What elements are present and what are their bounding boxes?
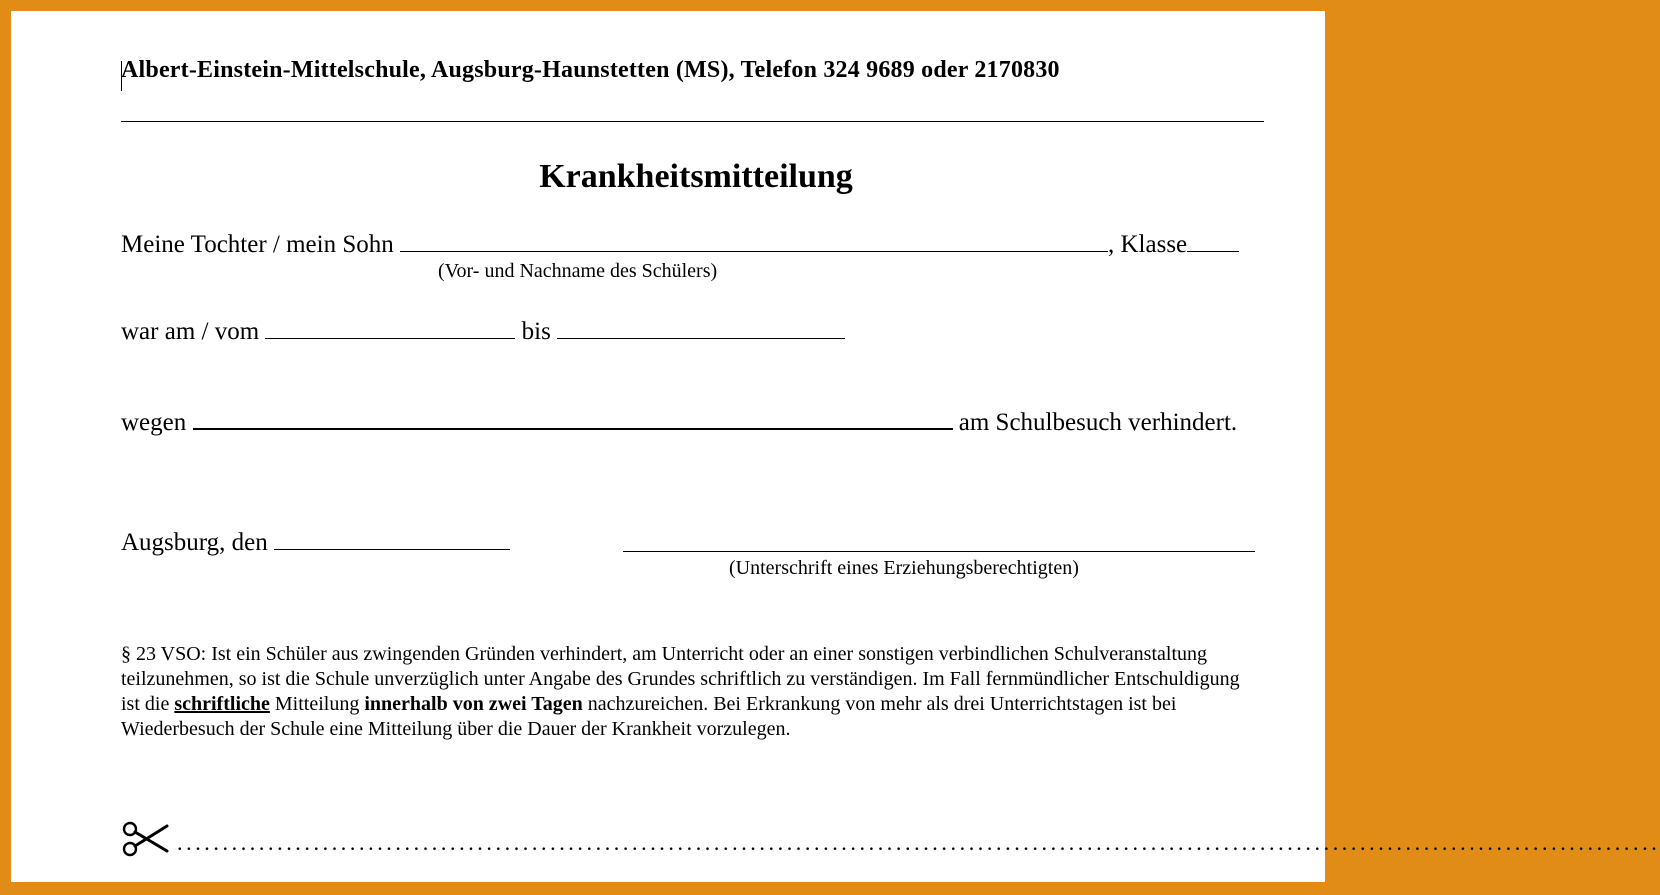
- legal-notice: [121, 642, 1251, 742]
- page-title: Krankheitsmitteilung: [539, 158, 853, 195]
- date-range-row: [121, 316, 845, 346]
- place-date-row: [121, 527, 510, 557]
- reason-suffix: am Schulbesuch verhindert.: [958, 409, 1238, 436]
- reason-label: wegen: [121, 409, 187, 436]
- form-sheet: [11, 11, 1660, 882]
- reason-row: [121, 406, 1237, 437]
- date-from-field[interactable]: [265, 316, 515, 339]
- scissors-icon: [121, 821, 169, 862]
- student-name-field[interactable]: [400, 229, 1108, 252]
- student-row: [121, 229, 1239, 259]
- date-to-label: bis: [521, 318, 551, 345]
- date-from-label: war am / vom: [121, 318, 260, 345]
- school-header: Albert-Einstein-Mittelschule, Augsburg-Haunstetten (MS), Telefon 324 9689 oder 2170830: [121, 57, 1060, 83]
- place-date-field[interactable]: [274, 527, 510, 550]
- legal-emphasis-schriftlich: schriftliche: [174, 693, 270, 715]
- student-name-hint: (Vor- und Nachname des Schülers): [438, 260, 718, 282]
- legal-emphasis-deadline: innerhalb von zwei Tagen: [364, 693, 583, 715]
- student-label: Meine Tochter / mein Sohn: [121, 231, 394, 258]
- klasse-field[interactable]: [1187, 229, 1239, 252]
- legal-text-part3: nachzureichen. Bei Erkrankung von mehr als drei Unterrichtstagen ist bei Wiederbesuch der Schule eine Mitteilung über die Dauer der Krankheit vorzulegen.: [121, 693, 1177, 740]
- date-to-field[interactable]: [557, 316, 845, 339]
- reason-field[interactable]: [193, 406, 953, 430]
- cut-line: ...................................................................................................................................................................: [177, 830, 1660, 855]
- place-date-label: Augsburg, den: [121, 529, 268, 556]
- signature-field[interactable]: [623, 529, 1255, 552]
- header-divider: [121, 121, 1264, 122]
- legal-text-part2: Mitteilung: [269, 693, 365, 715]
- legal-text-part1: § 23 VSO: Ist ein Schüler aus zwingenden Gründen verhindert, am Unterricht oder an einer sonstigen verbindlichen Schulveranstaltung teilzunehmen, so ist die Schule unverzüglich unter Angabe des Grundes schriftlich zu verständigen. Im Fall fernmündlicher Entschuldigung ist die: [121, 643, 1240, 715]
- klasse-label: , Klasse: [1108, 231, 1188, 258]
- signature-hint: (Unterschrift eines Erziehungsberechtigten): [729, 557, 1079, 579]
